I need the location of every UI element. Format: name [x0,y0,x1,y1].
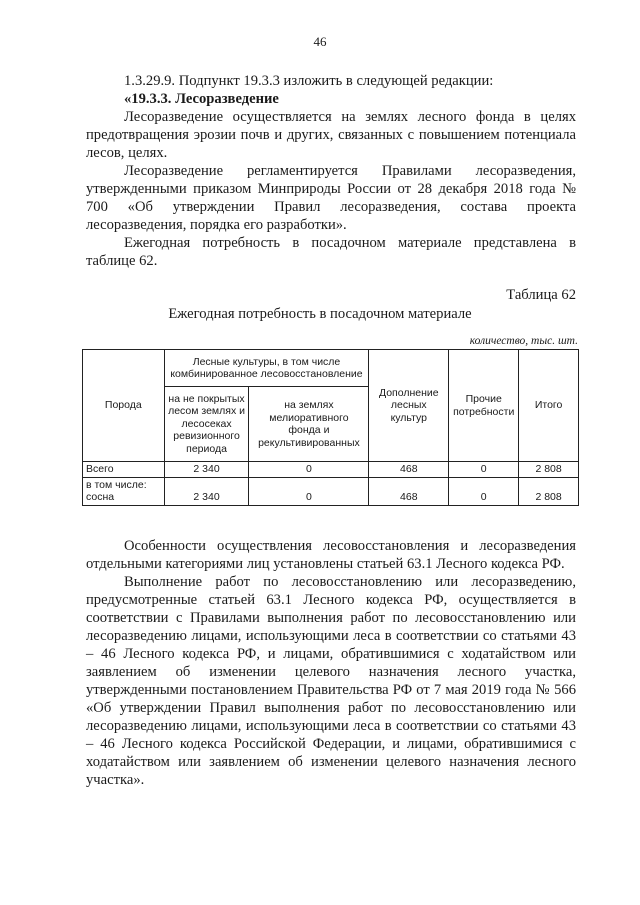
cell-reclaimed: 0 [249,462,369,478]
cell-total: 2 808 [519,462,579,478]
cell-total: 2 808 [519,477,579,505]
section-heading: «19.3.3. Лесоразведение [124,91,279,107]
amendment-line: 1.3.29.9. Подпункт 19.3.3 изложить в следующей редакции: [124,73,494,89]
header-forest-cultures: Лесные культуры, в том числе комбинированное лесовосстановление [164,350,369,387]
table-unit-note: количество, тыс. шт. [469,335,578,347]
cell-not-covered: 2 340 [164,477,249,505]
cell-reclaimed: 0 [249,477,369,505]
table-row [83,462,579,478]
header-breed: Порода [83,350,165,462]
table-label: Таблица 62 [506,287,576,303]
table-title: Ежегодная потребность в посадочном материале [168,306,472,322]
paragraph: Особенности осуществления лесовосстановления и лесоразведения отдельными категориями лиц установлены статьей 63.1 Лесного кодекса РФ. [86,538,576,572]
cell-other: 0 [449,462,519,478]
paragraph: Лесоразведение осуществляется на землях лесного фонда в целях предотвращения эрозии почв и других, связанных с повышением потенциала лесов, целях. [86,109,576,161]
header-other: Прочие потребности [449,350,519,462]
header-total: Итого [519,350,579,462]
table-header-row [83,350,579,387]
page-number: 46 [313,34,327,49]
cell-breed: Всего [83,462,165,478]
header-supplement: Дополнение лесных культур [369,350,449,462]
cell-supplement: 468 [369,462,449,478]
cell-breed: в том числе: сосна [83,477,165,505]
cell-not-covered: 2 340 [164,462,249,478]
paragraph: Ежегодная потребность в посадочном материале представлена в таблице 62. [86,235,576,269]
cell-other: 0 [449,477,519,505]
closing-section [86,537,576,789]
header-reclaimed: на землях мелиоративного фонда и рекультивированных [249,387,369,462]
table-row [83,477,579,505]
planting-material-table [82,349,579,506]
paragraph: Лесоразведение регламентируется Правилами лесоразведения, утвержденными приказом Минприроды России от 28 декабря 2018 года № 700 «Об утверждении Правил лесоразведения, состава проекта лесоразведения, порядка его разработки». [86,163,576,233]
intro-section [86,72,576,270]
paragraph: Выполнение работ по лесовосстановлению или лесоразведению, предусмотренные статьей 63.1 Лесного кодекса РФ, осуществляется в соответствии с Правилами выполнения работ по лесовосстановлению или лесоразведению лицами, использующими леса в соответствии со статьями 43 – 46 Лесного кодекса РФ, и лицами, обратившимися с ходатайством или заявлением об изменении целевого назначения лесного участка, утвержденными постановлением Правительства РФ от 7 мая 2019 года № 566 «Об утверждении Правил выполнения работ по лесовосстановлению или лесоразведению лицами, использующими леса в соответствии со статьями 43 – 46 Лесного кодекса Российской Федерации, и лицами, обратившимися с ходатайством или заявлением об изменении целевого назначения лесного участка». [86,574,576,788]
cell-supplement: 468 [369,477,449,505]
header-not-covered: на не покрытых лесом землях и лесосеках ревизионного периода [164,387,249,462]
